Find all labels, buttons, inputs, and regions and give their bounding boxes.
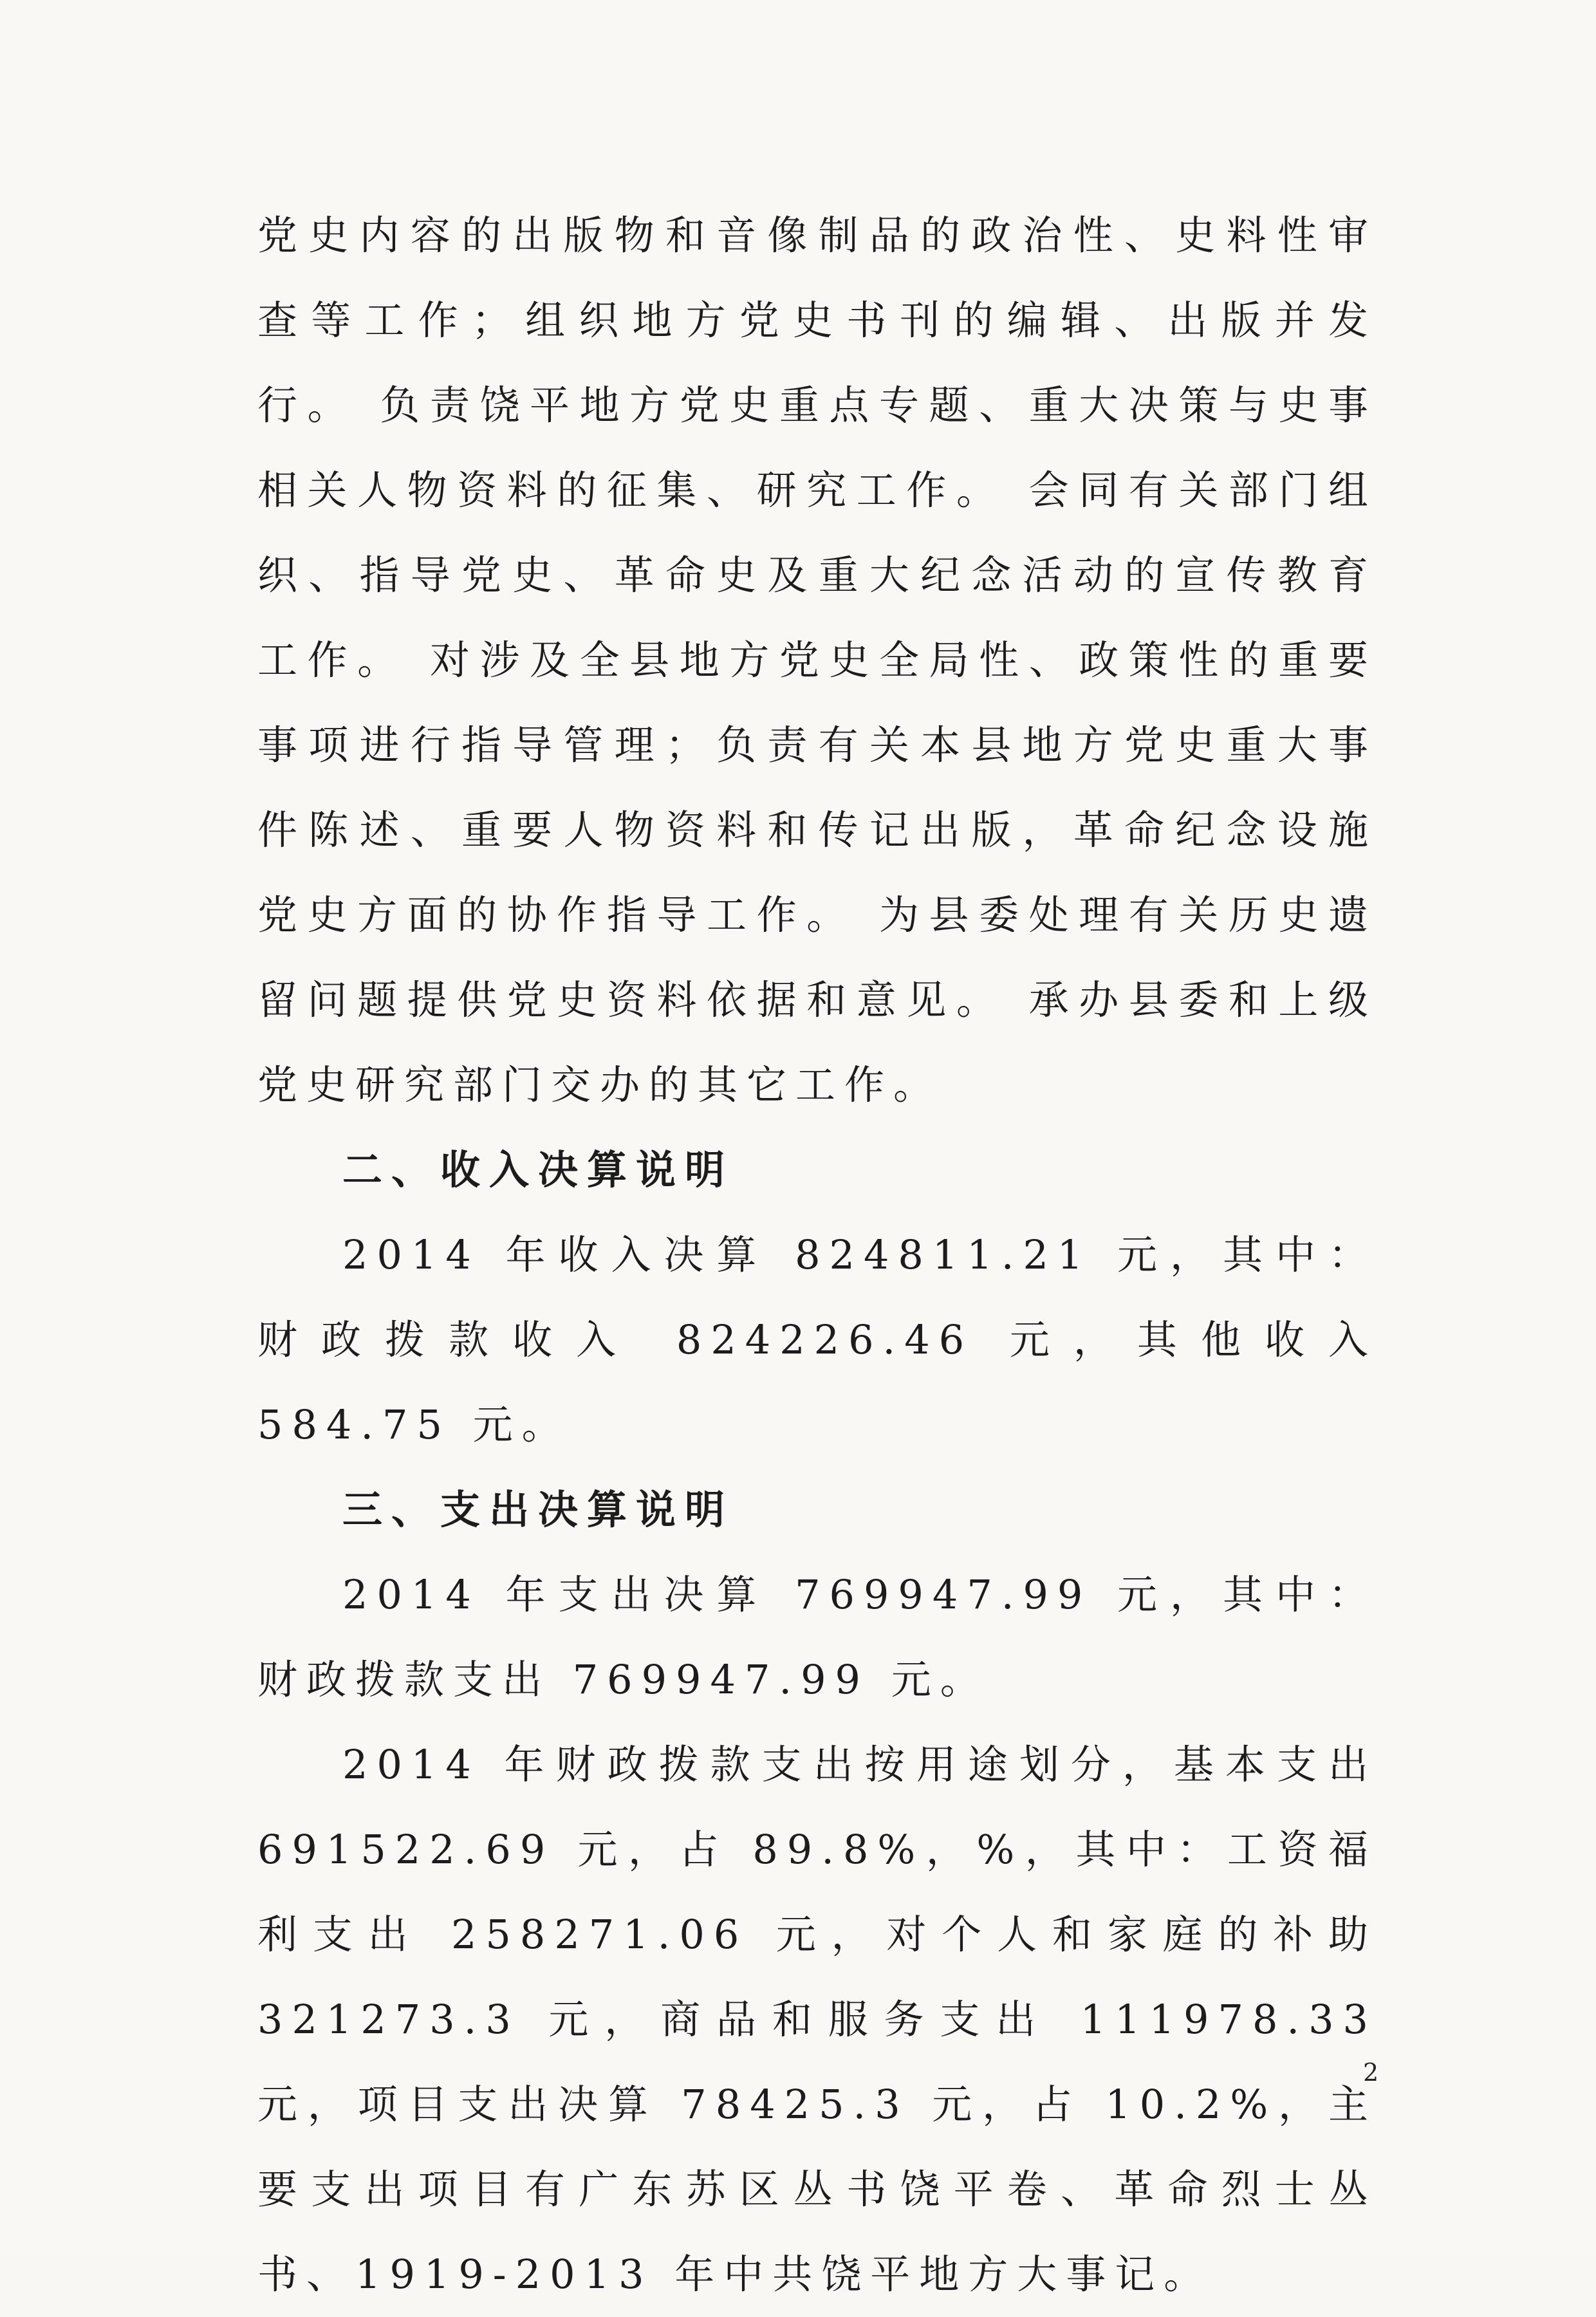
page-number: 2 [1363, 2058, 1379, 2087]
section-heading-expenditure: 三、支出决算说明 [342, 1486, 734, 1533]
paragraph-income: 2014 年收入决算 824811.21 元，其中：财政拨款收入 824226.46 元，其他收入 584.75 元。 [257, 1231, 1377, 1448]
section-heading-income: 二、收入决算说明 [342, 1146, 734, 1193]
paragraph-expenditure-breakdown: 2014 年财政拨款支出按用途划分，基本支出 691522.69 元，占 89.8%，%，其中：工资福利支出 258271.06 元，对个人和家庭的补助 321273.3 元，商品和服务支出 111978.33 元，项目支出决算 78425.3 元，占 10.2%，主要支出项目有广东苏区丛书饶平卷、革命烈士丛书、1919-2013 年中共饶平地方大事记。 [257, 1741, 1377, 2298]
document-body [257, 193, 1377, 2317]
paragraph-party-history-duties: 党史内容的出版物和音像制品的政治性、史料性审查等工作；组织地方党史书刊的编辑、出版并发行。 负责饶平地方党史重点专题、重大决策与史事相关人物资料的征集、研究工作。 会同有关部门组织、指导党史、革命史及重大纪念活动的宣传教育工作。 对涉及全县地方党史全局性、政策性的重要事项进行指导管理；负责有关本县地方党史重大事件陈述、重要人物资料和传记出版，革命纪念设施党史方面的协作指导工作。 为县委处理有关历史遗留问题提供党史资料依据和意见。 承办县委和上级党史研究部门交办的其它工作。 [257, 212, 1377, 1108]
paragraph-expenditure: 2014 年支出决算 769947.99 元，其中：财政拨款支出 769947.99 元。 [257, 1571, 1377, 1703]
